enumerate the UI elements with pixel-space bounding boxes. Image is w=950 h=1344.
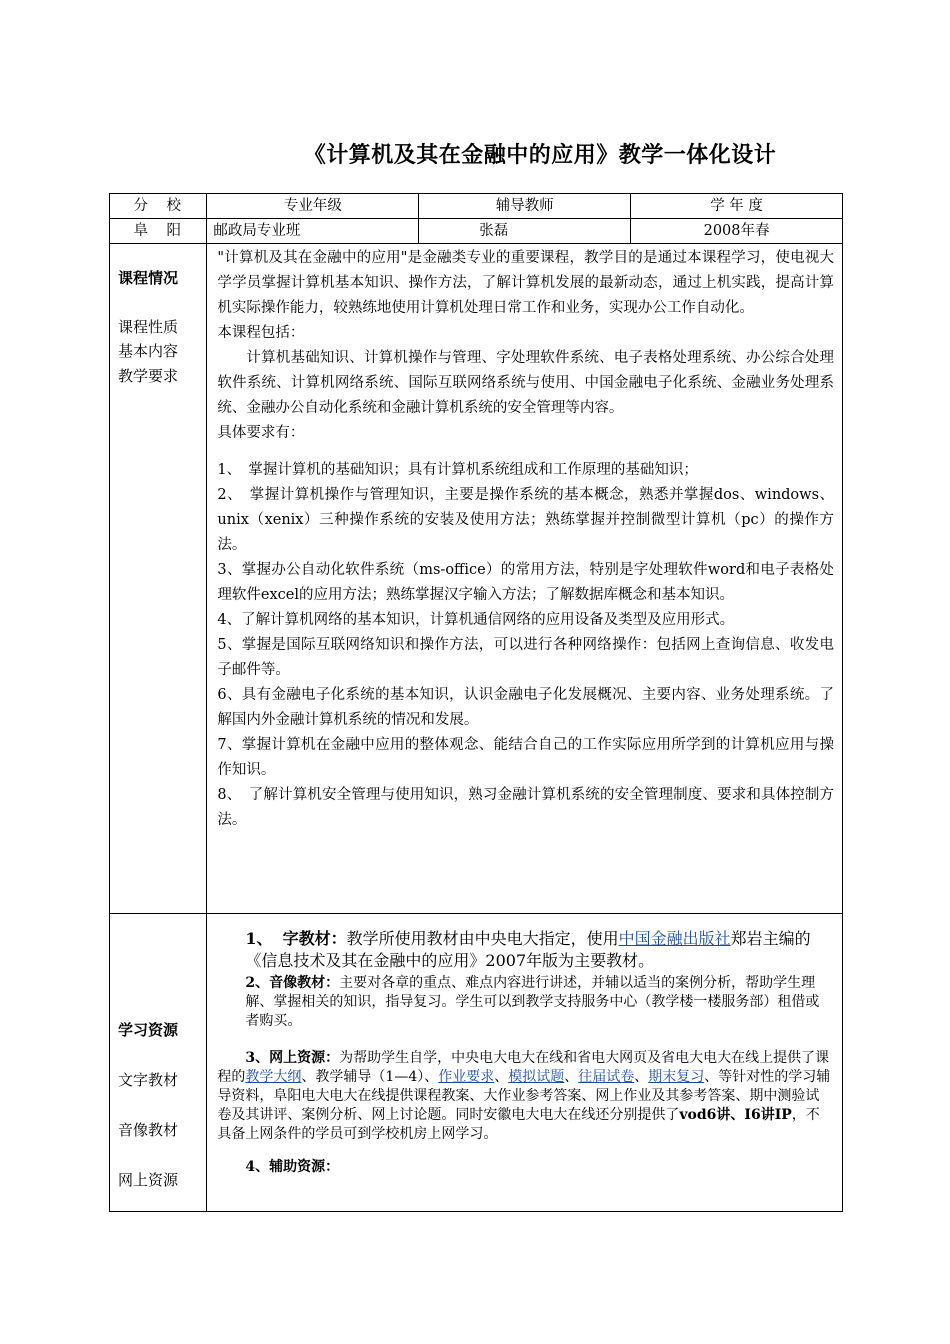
- resource-text: 为帮助学生自学，中央电大电大在线和省电大网页及省电大电大在线上提供了课程的: [217, 1050, 830, 1085]
- requirement-item: 8、 了解计算机安全管理与使用知识，熟习金融计算机系统的安全管理制度、要求和具体控制方法。: [217, 787, 834, 828]
- requirement-item: 3、掌握办公自动化软件系统（ms-office）的常用方法，特别是字处理软件word和电子表格处理软件excel的应用方法；熟练掌握汉字输入方法；了解数据库概念和基本知识。: [217, 562, 834, 603]
- resource-text: 主要对各章的重点、难点内容进行讲述，并辅以适当的案例分析，帮助学生理解、掌握相关的知识，指导复习。学生可以到教学支持服务中心（教学楼一楼服务部）租借或者购买。: [245, 975, 820, 1029]
- resource-text: 郑岩主编的《信息技术及其在金融中的应用》2007年版为主要教材。: [245, 929, 811, 970]
- separator: 、: [634, 1069, 649, 1085]
- resource-bold-text: vod6讲、I6讲IP: [679, 1107, 792, 1123]
- resource-textbook: [217, 928, 832, 972]
- course-side-item: 基本内容: [118, 342, 179, 360]
- resources-row: [110, 914, 843, 1212]
- publisher-link[interactable]: 中国金融出版社: [618, 929, 731, 948]
- resources-side-title: 学习资源: [118, 1021, 179, 1039]
- resource-label: 字教材：: [282, 929, 347, 948]
- mock-exam-link[interactable]: 模拟试题: [508, 1069, 565, 1085]
- header-label-branch: 分 校: [110, 194, 207, 219]
- course-side-title: 课程情况: [118, 269, 179, 287]
- resource-num: 1、: [245, 929, 273, 948]
- course-intro: "计算机及其在金融中的应用"是金融类专业的重要课程，教学目的是通过本课程学习，使电视大学学员掌握计算机基本知识、操作方法，了解计算机发展的最新动态，通过上机实践，提高计算机实际操作能力，较熟练地使用计算机处理日常工作和业务，实现办公工作自动化。: [217, 250, 834, 316]
- course-req-label: 具体要求有：: [217, 425, 305, 441]
- course-side-item: 教学要求: [118, 366, 179, 385]
- past-papers-link[interactable]: 往届试卷: [578, 1069, 635, 1085]
- design-table: [109, 193, 843, 1212]
- course-row: [110, 244, 843, 914]
- header-label-row: [110, 194, 843, 219]
- header-value-row: [110, 219, 843, 244]
- final-review-link[interactable]: 期末复习: [648, 1069, 705, 1085]
- header-value-tutor: 张磊: [419, 219, 631, 244]
- requirement-item: 4、了解计算机网络的基本知识，计算机通信网络的应用设备及类型及应用形式。: [217, 612, 735, 628]
- resources-side-cell: [110, 914, 207, 1212]
- resources-side-item: 文字教材: [118, 1071, 179, 1089]
- header-value-grade: 邮政局专业班: [207, 219, 419, 244]
- requirement-item: 1、 掌握计算机的基础知识；具有计算机系统组成和工作原理的基础知识；: [217, 462, 698, 478]
- course-side-cell: [110, 244, 207, 914]
- resource-text: 教学所使用教材由中央电大指定，使用: [346, 929, 619, 948]
- course-side-item: 课程性质: [118, 317, 179, 336]
- homework-link[interactable]: 作业要求: [438, 1069, 495, 1085]
- resources-side-item: 音像教材: [118, 1121, 179, 1139]
- resource-text: ，不具备上网条件的学员可到学校机房上网学习。: [217, 1107, 820, 1142]
- header-label-grade: 专业年级: [207, 194, 419, 219]
- resource-label: 3、网上资源：: [245, 1050, 340, 1066]
- header-label-year: 学 年 度: [631, 194, 843, 219]
- header-label-tutor: 辅导教师: [419, 194, 631, 219]
- requirement-item: 5、掌握是国际互联网络知识和操作方法，可以进行各种网络操作：包括网上查询信息、收发电子邮件等。: [217, 637, 834, 678]
- resource-text: 、教学辅导（1—4）、: [301, 1069, 439, 1085]
- course-includes: 计算机基础知识、计算机操作与管理、字处理软件系统、电子表格处理系统、办公综合处理软件系统、计算机网络系统、国际互联网络系统与使用、中国金融电子化系统、金融业务处理系统、金融办公自动化系统和金融计算机系统的安全管理等内容。: [217, 350, 834, 416]
- resource-text: 、等针对性的学习辅导资料，阜阳电大电大在线提供课程教案、大作业参考答案、网上作业及其参考答案、期中测验试卷及其讲评、案例分析、网上讨论题。同时安徽电大电大在线还分别提供了: [217, 1069, 831, 1123]
- resources-content-cell: [207, 914, 843, 1212]
- header-value-year: 2008年春: [631, 219, 843, 244]
- syllabus-link[interactable]: 教学大纲: [245, 1069, 302, 1085]
- requirement-item: 6、具有金融电子化系统的基本知识，认识金融电子化发展概况、主要内容、业务处理系统。了解国内外金融计算机系统的情况和发展。: [217, 687, 834, 728]
- requirement-item: 7、掌握计算机在金融中应用的整体观念、能结合自己的工作实际应用所学到的计算机应用与操作知识。: [217, 737, 834, 778]
- course-content-cell: [207, 244, 843, 914]
- course-includes-label: 本课程包括：: [217, 325, 305, 341]
- requirement-item: 2、 掌握计算机操作与管理知识，主要是操作系统的基本概念，熟悉并掌握dos、windows、unix（xenix）三种操作系统的安装及使用方法；熟练掌握并控制微型计算机（pc）的操作方法。: [217, 487, 834, 553]
- page-title: 《计算机及其在金融中的应用》教学一体化设计: [303, 142, 777, 168]
- separator: 、: [494, 1069, 509, 1085]
- resource-av: [217, 974, 832, 1031]
- resource-label: 2、音像教材：: [245, 975, 340, 991]
- resources-side-item: 网上资源: [118, 1171, 179, 1189]
- header-value-branch: 阜 阳: [110, 219, 207, 244]
- separator: 、: [564, 1069, 579, 1085]
- resource-online: [217, 1049, 832, 1144]
- resource-aux: 4、辅助资源：: [245, 1159, 340, 1175]
